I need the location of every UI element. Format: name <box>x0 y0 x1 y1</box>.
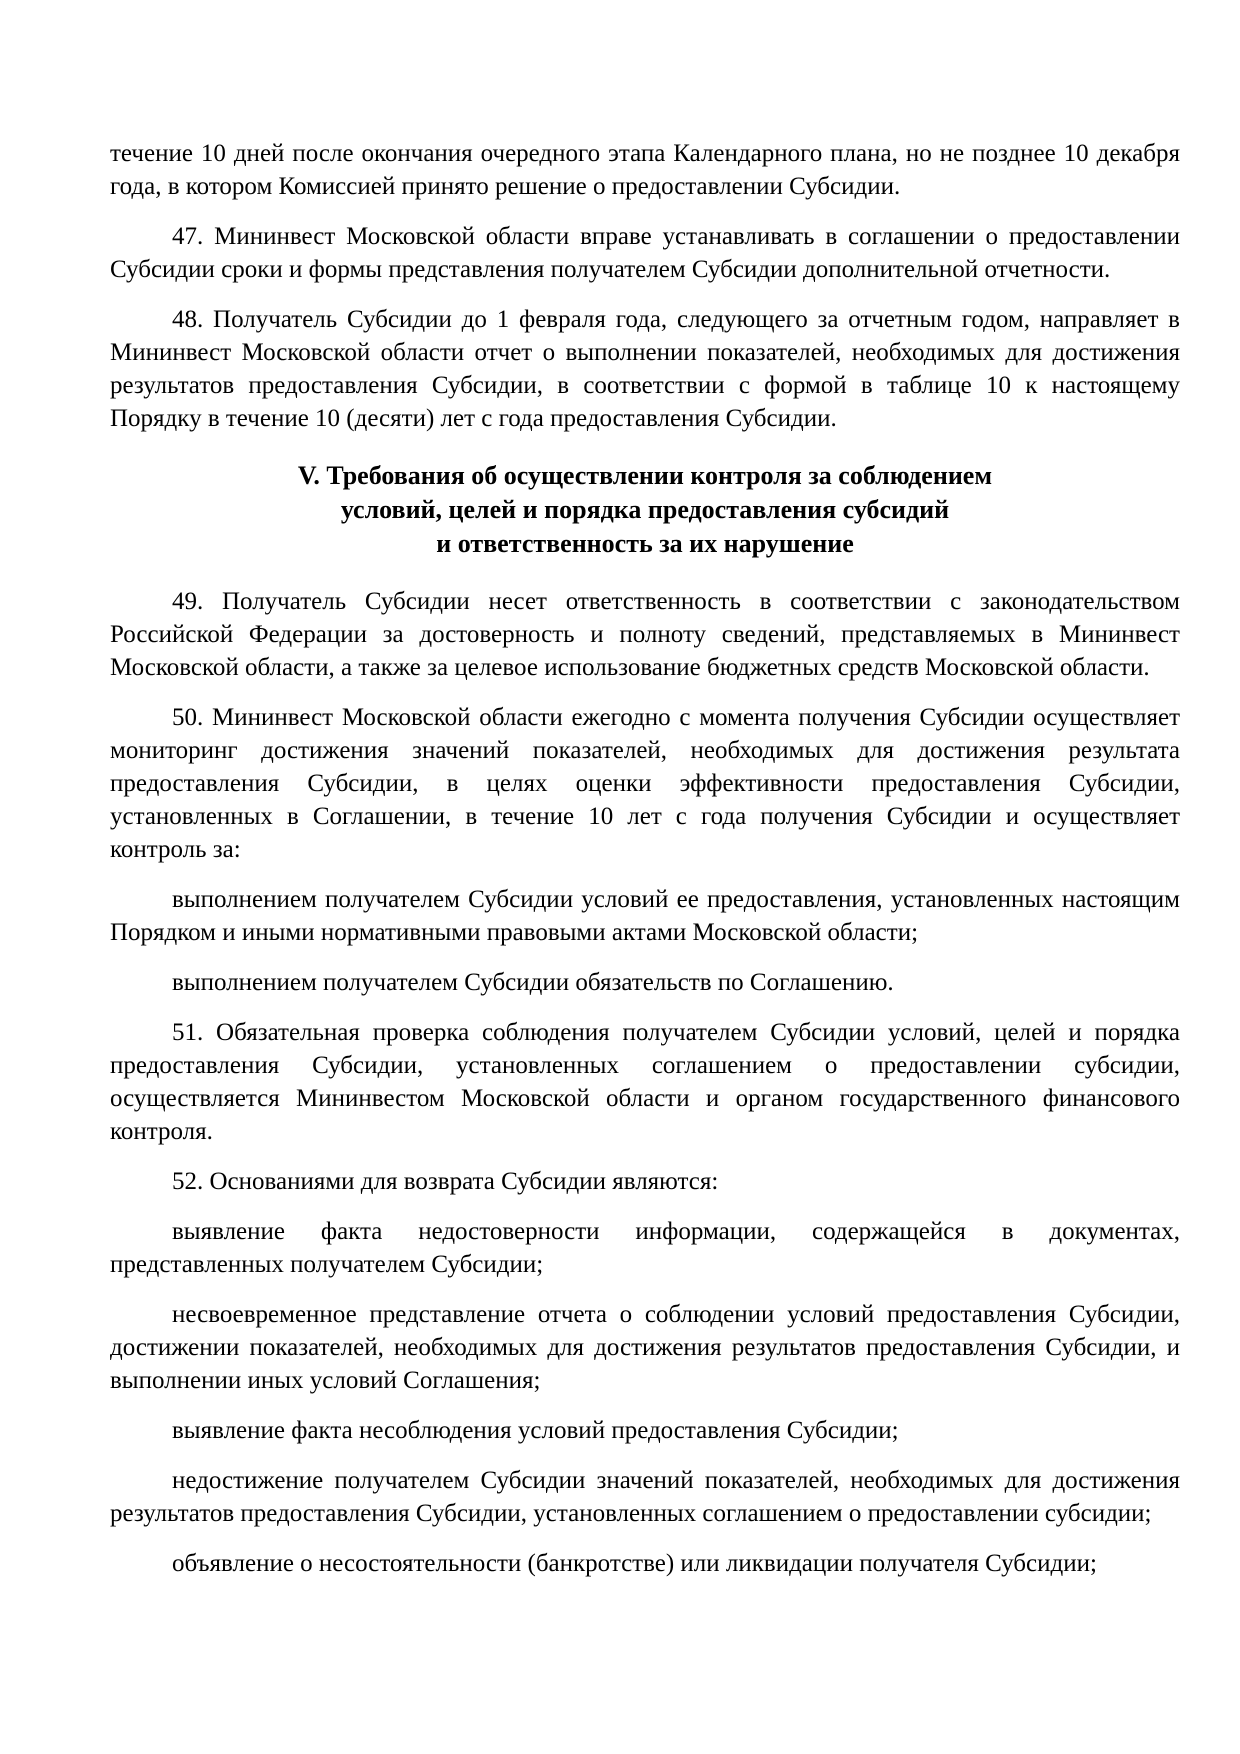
paragraph-49: 49. Получатель Субсидии несет ответственность в соответствии с законодательством Российской Федерации за достоверность и полноту сведений, представляемых в Мининвест Московской области, а также за целевое использование бюджетных средств Московской области. <box>110 588 1180 681</box>
paragraph-50-item-1: выполнением получателем Субсидии условий ее предоставления, установленных настоящим Порядком и иными нормативными правовыми актами Московской области; <box>110 886 1180 946</box>
heading-line-3: и ответственность за их нарушение <box>436 529 854 558</box>
heading-line-2: условий, целей и порядка предоставления субсидий <box>340 495 950 524</box>
paragraph-51: 51. Обязательная проверка соблюдения получателем Субсидии условий, целей и порядка предоставления Субсидии, установленных соглашением о предоставлении субсидии, осуществляется Мининвестом Московской области и органом государственного финансового контроля. <box>110 1019 1180 1145</box>
paragraph-47: 47. Мининвест Московской области вправе устанавливать в соглашении о предоставлении Субсидии сроки и формы представления получателем Субсидии дополнительной отчетности. <box>110 223 1180 283</box>
paragraph-48: 48. Получатель Субсидии до 1 февраля года, следующего за отчетным годом, направляет в Мининвест Московской области отчет о выполнении показателей, необходимых для достижения результатов предоставления Субсидии, в соответствии с формой в таблице 10 к настоящему Порядку в течение 10 (десяти) лет с года предоставления Субсидии. <box>110 306 1180 432</box>
paragraph-52: 52. Основаниями для возврата Субсидии являются: <box>172 1168 719 1195</box>
paragraph-52-item-3: выявление факта несоблюдения условий предоставления Субсидии; <box>172 1417 899 1444</box>
section-v-heading <box>110 459 1180 561</box>
paragraph-52-item-2: несвоевременное представление отчета о соблюдении условий предоставления Субсидии, достижении показателей, необходимых для достижения результатов предоставления Субсидии, и выполнении иных условий Соглашения; <box>110 1301 1180 1394</box>
paragraph-continuation: течение 10 дней после окончания очередного этапа Календарного плана, но не позднее 10 декабря года, в котором Комиссией принято решение о предоставлении Субсидии. <box>110 140 1180 200</box>
heading-line-1: V. Требования об осуществлении контроля за соблюдением <box>297 461 993 490</box>
paragraph-52-item-4: недостижение получателем Субсидии значений показателей, необходимых для достижения результатов предоставления Субсидии, установленных соглашением о предоставлении субсидии; <box>110 1467 1180 1527</box>
paragraph-50-item-2: выполнением получателем Субсидии обязательств по Соглашению. <box>172 969 894 996</box>
paragraph-50: 50. Мининвест Московской области ежегодно с момента получения Субсидии осуществляет мониторинг достижения значений показателей, необходимых для достижения результата предоставления Субсидии, в целях оценки эффективности предоставления Субсидии, установленных в Соглашении, в течение 10 лет с года получения Субсидии и осуществляет контроль за: <box>110 704 1180 863</box>
paragraph-52-item-1: выявление факта недостоверности информации, содержащейся в документах, представленных получателем Субсидии; <box>110 1218 1180 1278</box>
paragraph-52-item-5: объявление о несостоятельности (банкротстве) или ликвидации получателя Субсидии; <box>172 1550 1097 1577</box>
